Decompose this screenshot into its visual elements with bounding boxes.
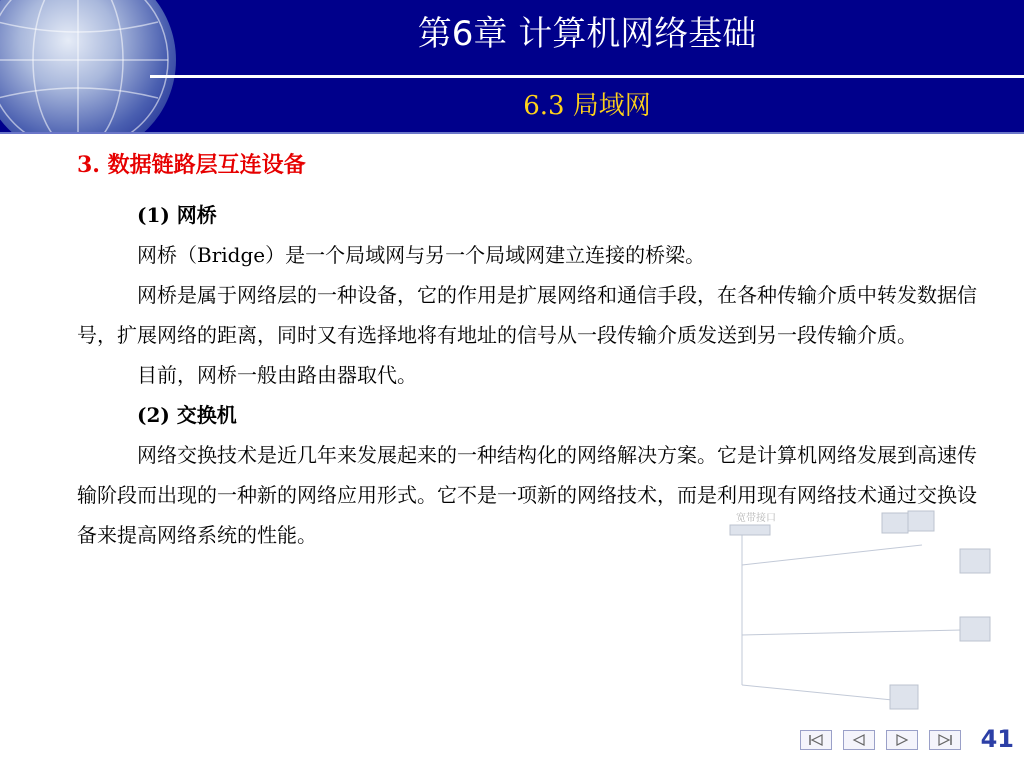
section-title: 6.3 局域网 — [523, 91, 651, 121]
switch-description: 网络交换技术是近几年来发展起来的一种结构化的网络解决方案。它是计算机网络发展到高速传输阶段而出现的一种新的网络应用形式。它不是一项新的网络技术，而是利用现有网络技术通过交换设备来提高网络系统的性能。 — [77, 443, 977, 547]
slide-header — [0, 0, 1024, 134]
previous-page-button[interactable] — [843, 730, 875, 750]
header-bottom-border — [0, 132, 1024, 134]
bridge-current-status: 目前，网桥一般由路由器取代。 — [137, 363, 417, 387]
previous-page-icon — [844, 731, 874, 749]
header-divider — [150, 75, 1024, 78]
bridge-heading: (1) 网桥 — [137, 203, 217, 227]
next-page-icon — [887, 731, 917, 749]
chapter-title: 第6章 计算机网络基础 — [417, 14, 757, 54]
bandwidth-label: 宽带接口 — [736, 513, 776, 524]
section-heading: 3. 数据链路层互连设备 — [77, 152, 306, 178]
first-page-button[interactable] — [800, 730, 832, 750]
last-page-button[interactable] — [929, 730, 961, 750]
bridge-definition: 网桥（Bridge）是一个局域网与另一个局域网建立连接的桥梁。 — [137, 243, 706, 267]
last-page-icon — [930, 731, 960, 749]
first-page-icon — [801, 731, 831, 749]
page-number: 41 — [980, 725, 1014, 753]
next-page-button[interactable] — [886, 730, 918, 750]
slide-content — [77, 147, 977, 555]
switch-heading: (2) 交换机 — [137, 403, 237, 427]
bridge-description: 网桥是属于网络层的一种设备，它的作用是扩展网络和通信手段，在各种传输介质中转发数据信号，扩展网络的距离，同时又有选择地将有地址的信号从一段传输介质发送到另一段传输介质。 — [77, 283, 977, 347]
